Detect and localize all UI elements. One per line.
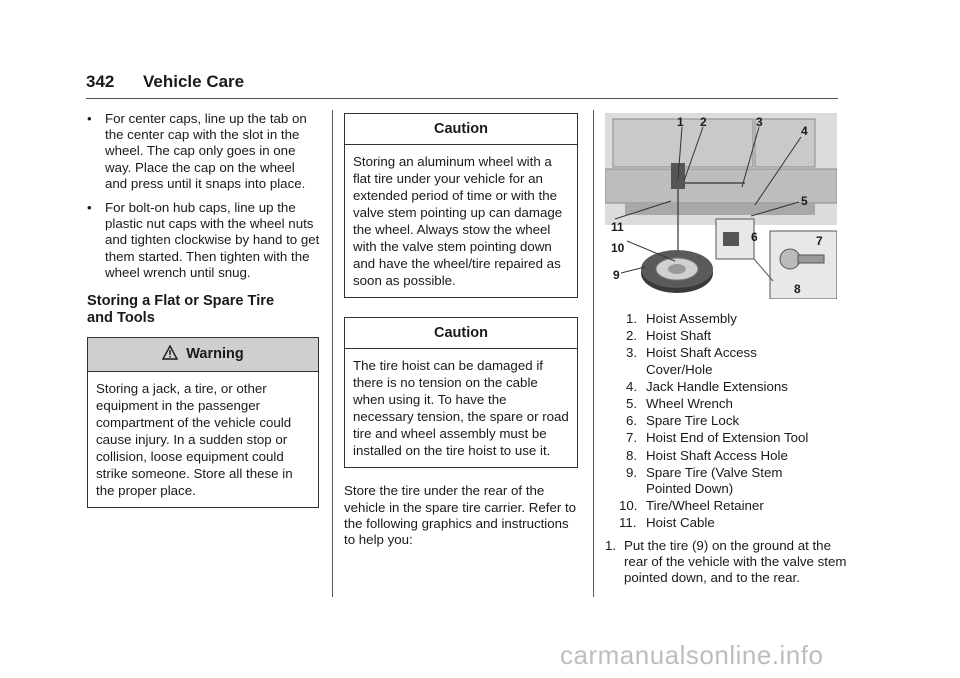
legend-item: 4. Jack Handle Extensions	[626, 378, 788, 394]
legend-item: 5. Wheel Wrench	[626, 396, 733, 412]
callout-label: 7	[816, 234, 823, 248]
callout-label: 6	[751, 230, 758, 244]
legend-item: 6. Spare Tire Lock	[626, 413, 740, 429]
section-title: Vehicle Care	[143, 72, 245, 91]
instruction-paragraph: Store the tire under the rear of the vehicle in the spare tire carrier. Refer to the following graphics and instructions to help you:	[344, 483, 577, 548]
bullet-symbol: •	[87, 200, 92, 216]
page-header	[86, 70, 838, 100]
callout-label: 9	[613, 268, 620, 282]
bullet-symbol: •	[87, 111, 92, 126]
left-column	[87, 111, 320, 508]
legend-item: 2. Hoist Shaft	[626, 328, 712, 344]
legend-item: 10. Tire/Wheel Retainer	[619, 498, 764, 514]
warning-header	[88, 338, 318, 372]
callout-label: 1	[677, 115, 684, 129]
watermark: carmanualsonline.info	[560, 640, 824, 670]
bullet-text: For center caps, line up the tab on the center cap with the slot in the wheel. The cap only goes in one way. Place the cap on the wheel and press until it snaps into place.	[105, 111, 307, 191]
step-number: 1.	[605, 537, 617, 553]
caution-header: Caution	[345, 318, 577, 349]
header-rule	[86, 98, 838, 99]
callout-label: 8	[794, 282, 801, 296]
bullet-item	[87, 111, 320, 192]
legend-item: 3. Hoist Shaft Access Cover/Hole	[626, 345, 757, 377]
warning-box	[87, 337, 319, 508]
legend-item: 7. Hoist End of Extension Tool	[626, 430, 809, 446]
legend-item: 11. Hoist Cable	[619, 515, 715, 531]
callout-label: 5	[801, 194, 808, 208]
caution-body: Storing an aluminum wheel with a flat tire under your vehicle for an extended period of time or with the valve stem pointing up can damage the wheel. Always stow the wheel with the valve stem pointing down and have the wheel/tire repaired as soon as possible.	[353, 154, 563, 289]
legend-list	[605, 311, 845, 532]
warning-body: Storing a jack, a tire, or other equipment in the passenger compartment of the vehicle could cause injury. In a sudden stop or collision, loose equipment could strike someone. Store all these in the proper place.	[96, 381, 293, 499]
bullet-item	[87, 200, 320, 281]
step-text: Put the tire (9) on the ground at the rear of the vehicle with the valve stem pointed down, and to the rear.	[624, 537, 847, 586]
page-number: 342	[86, 72, 115, 91]
callout-label: 3	[756, 115, 763, 129]
column-divider-left	[332, 110, 333, 597]
bullet-text: For bolt-on hub caps, line up the plastic nut caps with the wheel nuts and tighten clockwise by hand to get them started. Then tighten with the wheel wrench until snug.	[105, 200, 320, 280]
callout-label: 4	[801, 124, 808, 138]
column-divider-right	[593, 110, 594, 597]
callout-label: 10	[611, 241, 625, 255]
warning-triangle-icon	[162, 345, 178, 364]
right-column	[605, 311, 845, 586]
spare-tire-diagram	[605, 113, 837, 299]
instruction-step	[605, 538, 848, 587]
warning-title: Warning	[186, 346, 244, 363]
caution-body: The tire hoist can be damaged if there is no tension on the cable when using it. To have the necessary tension, the spare or road tire and wheel assembly must be installed on the tire hoist to use it.	[353, 358, 569, 459]
section-subheading: Storing a Flat or Spare Tire and Tools	[87, 293, 275, 327]
callout-label: 2	[700, 115, 707, 129]
callout-label: 11	[611, 220, 624, 234]
legend-item: 9. Spare Tire (Valve Stem Pointed Down)	[626, 464, 783, 497]
caution-header: Caution	[345, 114, 577, 145]
caution-box	[344, 317, 578, 468]
legend-item: 1. Hoist Assembly	[626, 311, 737, 326]
legend-item: 8. Hoist Shaft Access Hole	[626, 447, 788, 463]
caution-box	[344, 113, 578, 298]
middle-column	[344, 113, 578, 548]
